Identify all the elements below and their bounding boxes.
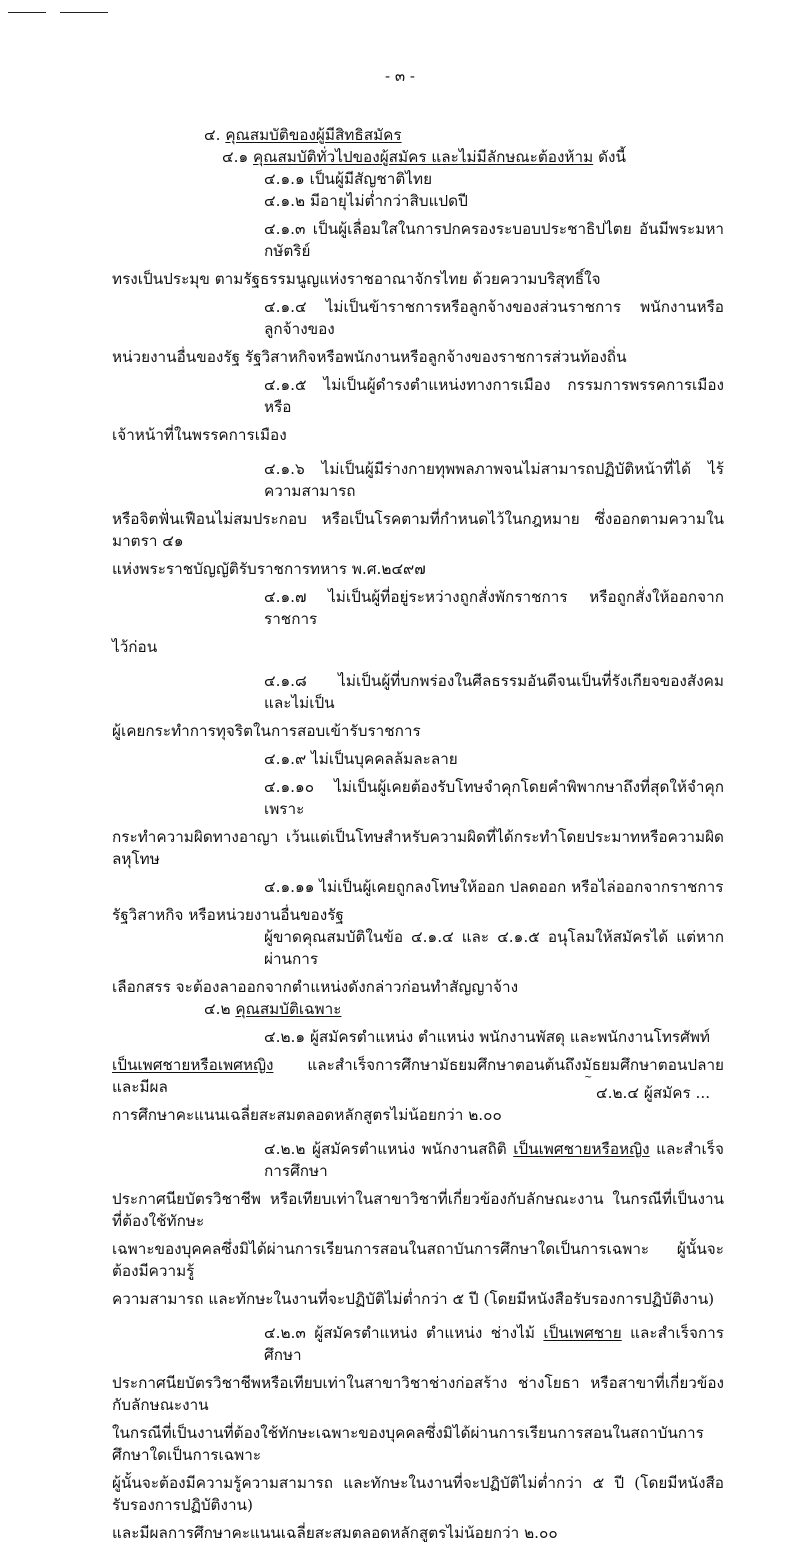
item-4-1-11-cont: รัฐวิสาหกิจ หรือหน่วยงานอื่นของรัฐ [112, 906, 344, 924]
item-4-2-3-cont: ประกาศนียบัตรวิชาชีพหรือเทียบเท่าในสาขาวิชาช่างก่อสร้าง ช่างโยธา หรือสาขาที่เกี่ยวข้องกับลักษณะงาน [112, 1374, 724, 1414]
subsection-number: ๔.๒ [204, 1000, 231, 1018]
item-4-2-2-cont3: ความสามารถ และทักษะในงานที่จะปฏิบัติไม่ต่ำกว่า ๕ ปี (โดยมีหนังสือรับรองการปฏิบัติงาน) [112, 1290, 715, 1308]
item-4-1-7-cont: ไว้ก่อน [112, 638, 158, 656]
item-4-1-5: ๔.๑.๕ ไม่เป็นผู้ดำรงตำแหน่งทางการเมือง กรรมการพรรคการเมือง หรือ [264, 376, 724, 416]
section-title: คุณสมบัติของผู้มีสิทธิสมัคร [225, 126, 402, 144]
item-4-2-3-cont4: และมีผลการศึกษาคะแนนเฉลี่ยสะสมตลอดหลักสูตรไม่น้อยกว่า ๒.๐๐ [112, 1524, 558, 1542]
item-4-2-1-cont2: การศึกษาคะแนนเฉลี่ยสะสมตลอดหลักสูตรไม่น้อยกว่า ๒.๐๐ [112, 1106, 502, 1124]
item-4-1-4-cont: หน่วยงานอื่นของรัฐ รัฐวิสาหกิจหรือพนักงานหรือลูกจ้างของราชการส่วนท้องถิ่น [112, 348, 627, 366]
gender-requirement: เป็นเพศชาย [543, 1324, 622, 1342]
item-4-1-6: ๔.๑.๖ ไม่เป็นผู้มีร่างกายทุพพลภาพจนไม่สามารถปฏิบัติหน้าที่ได้ ไร้ความสามารถ [264, 460, 724, 500]
subsection-general-heading [112, 146, 724, 168]
item-4-1-11: ๔.๑.๑๑ ไม่เป็นผู้เคยถูกลงโทษให้ออก ปลดออก หรือไล่ออกจากราชการ [264, 878, 724, 896]
subsection-title: คุณสมบัติเฉพาะ [235, 1000, 342, 1018]
item-4-2-1: ๔.๒.๑ ผู้สมัครตำแหน่ง ตำแหน่ง พนักงานพัสดุ และพนักงานโทรศัพท์ [264, 1028, 710, 1046]
item-4-1-8-cont: ผู้เคยกระทำการทุจริตในการสอบเข้ารับราชการ [112, 722, 421, 740]
item-4-1-8: ๔.๑.๘ ไม่เป็นผู้ที่บกพร่องในศีลธรรมอันดีจนเป็นที่รังเกียจของสังคม และไม่เป็น [264, 672, 724, 712]
subsection-suffix: ดังนี้ [598, 148, 626, 166]
item-4-1-10-cont: กระทำความผิดทางอาญา เว้นแต่เป็นโทษสำหรับความผิดที่ได้กระทำโดยประมาทหรือความผิดลหุโทษ [112, 828, 724, 868]
subsection-title: คุณสมบัติทั่วไปของผู้สมัคร และไม่มีลักษณะต้องห้าม [253, 148, 594, 166]
item-4-2-2-text: ๔.๒.๒ ผู้สมัครตำแหน่ง พนักงานสถิติ [264, 1140, 507, 1158]
section-heading [112, 124, 724, 146]
item-4-1-6-cont: หรือจิตฟั่นเฟือนไม่สมประกอบ หรือเป็นโรคตามที่กำหนดไว้ในกฎหมาย ซึ่งออกตามความในมาตรา ๔๑ [112, 510, 724, 550]
item-4-1-7: ๔.๑.๗ ไม่เป็นผู้ที่อยู่ระหว่างถูกสั่งพักราชการ หรือถูกสั่งให้ออกจากราชการ [264, 588, 724, 628]
item-4-2-3-text2: และสำเร็จการศึกษา [264, 1324, 724, 1364]
item-4-1-3-cont: ทรงเป็นประมุข ตามรัฐธรรมนูญแห่งราชอาณาจักรไทย ด้วยความบริสุทธิ์ใจ [112, 270, 601, 288]
continuation-text: ๔.๒.๔ ผู้สมัคร ... [596, 1084, 711, 1102]
subsection-number: ๔.๑ [222, 148, 249, 166]
header-rule-right [60, 12, 108, 13]
subsection-specific-heading [112, 998, 724, 1020]
document-body [112, 124, 724, 1544]
gender-requirement: เป็นเพศชายหรือหญิง [513, 1140, 650, 1158]
general-note-cont: เลือกสรร จะต้องลาออกจากตำแหน่งดังกล่าวก่อนทำสัญญาจ้าง [112, 978, 519, 996]
item-4-1-5-cont: เจ้าหน้าที่ในพรรคการเมือง [112, 426, 287, 444]
item-4-2-3 [112, 1322, 724, 1366]
item-4-1-4: ๔.๑.๔ ไม่เป็นข้าราชการหรือลูกจ้างของส่วนราชการ พนักงานหรือลูกจ้างของ [264, 298, 724, 338]
item-4-1-1: ๔.๑.๑ เป็นผู้มีสัญชาติไทย [264, 170, 433, 188]
item-4-2-2-cont: ประกาศนียบัตรวิชาชีพ หรือเทียบเท่าในสาขาวิชาที่เกี่ยวข้องกับลักษณะงาน ในกรณีที่เป็นงานที่ต้องใช้ทักษะ [112, 1190, 724, 1230]
gender-requirement: เป็นเพศชายหรือเพศหญิง [112, 1056, 274, 1074]
item-4-1-6-cont2: แห่งพระราชบัญญัติรับราชการทหาร พ.ศ.๒๔๙๗ [112, 560, 426, 578]
header-rule-left [8, 12, 46, 13]
item-4-2-2-text2: และสำเร็จการศึกษา [264, 1140, 724, 1180]
item-4-2-1-text: และสำเร็จการศึกษามัธยมศึกษาตอนต้นถึงมัธยมศึกษาตอนปลาย และมีผล [112, 1056, 724, 1096]
general-note: ผู้ขาดคุณสมบัติในข้อ ๔.๑.๔ และ ๔.๑.๕ อนุโลมให้สมัครได้ แต่หากผ่านการ [264, 928, 724, 968]
item-4-2-3-cont2: ในกรณีที่เป็นงานที่ต้องใช้ทักษะเฉพาะของบุคคลซึ่งมิได้ผ่านการเรียนการสอนในสถาบันการศึกษาใดเป็นการเฉพาะ [112, 1424, 704, 1464]
page-number: - ๓ - [385, 67, 415, 85]
section-number: ๔. [204, 126, 221, 144]
item-4-2-2-cont2: เฉพาะของบุคคลซึ่งมิได้ผ่านการเรียนการสอนในสถาบันการศึกษาใดเป็นการเฉพาะ ผู้นั้นจะต้องมีความรู้ [112, 1240, 724, 1280]
item-4-2-3-cont3: ผู้นั้นจะต้องมีความรู้ความสามารถ และทักษะในงานที่จะปฏิบัติไม่ต่ำกว่า ๕ ปี (โดยมีหนังสือรับรองการปฏิบัติงาน) [112, 1474, 724, 1514]
continuation-mark: ~ [584, 1072, 593, 1083]
item-4-1-3: ๔.๑.๓ เป็นผู้เลื่อมใสในการปกครองระบอบประชาธิปไตย อันมีพระมหากษัตริย์ [264, 220, 724, 260]
item-4-1-10: ๔.๑.๑๐ ไม่เป็นผู้เคยต้องรับโทษจำคุกโดยคำพิพากษาถึงที่สุดให้จำคุกเพราะ [264, 778, 724, 818]
item-4-2-3-text: ๔.๒.๓ ผู้สมัครตำแหน่ง ตำแหน่ง ช่างไม้ [264, 1324, 535, 1342]
item-4-1-2: ๔.๑.๒ มีอายุไม่ต่ำกว่าสิบแปดปี [264, 192, 468, 210]
item-4-2-2 [112, 1138, 724, 1182]
item-4-1-9: ๔.๑.๙ ไม่เป็นบุคคลล้มละลาย [264, 750, 458, 768]
